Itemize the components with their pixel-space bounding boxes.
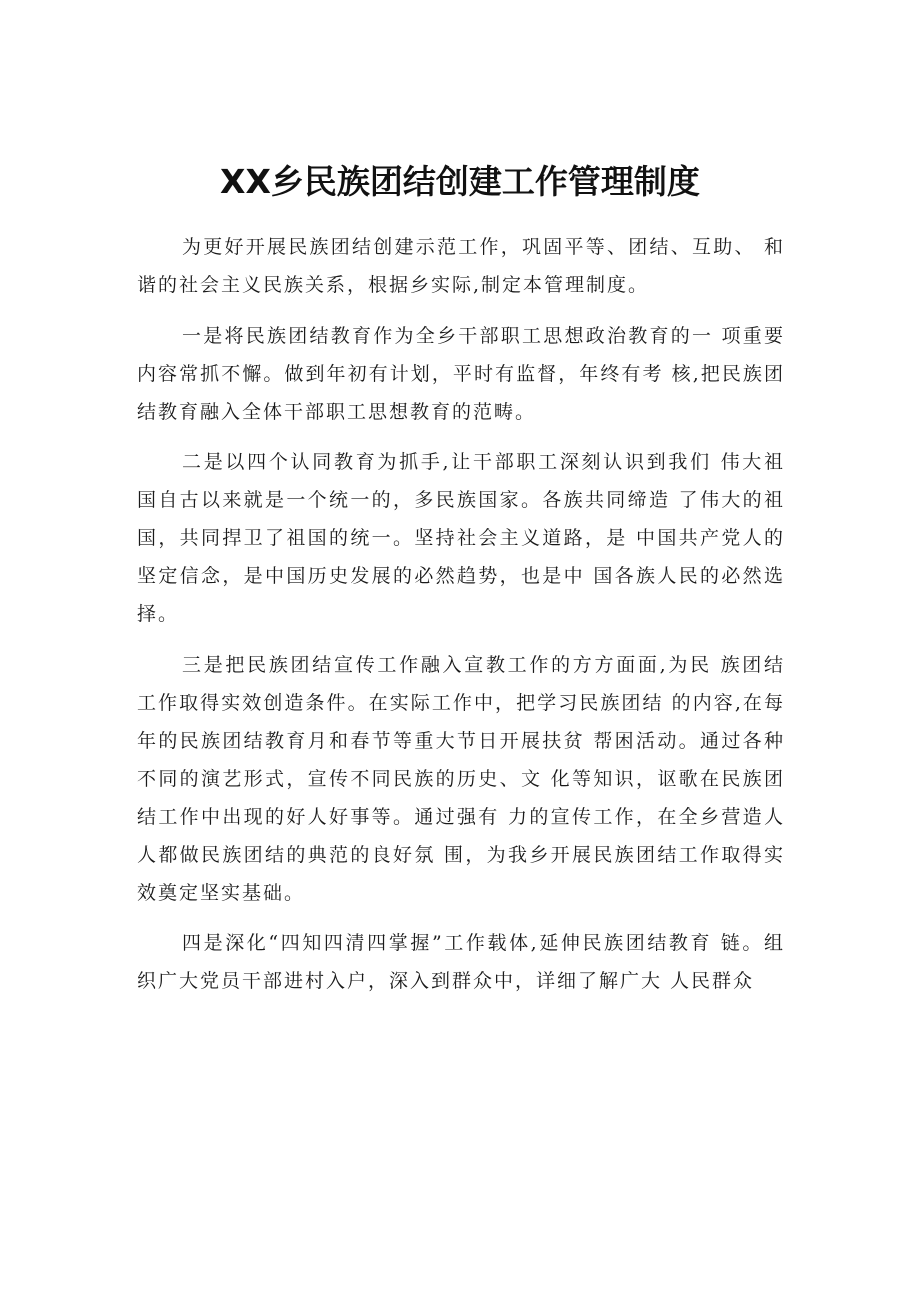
paragraph-item-2: 二是以四个认同教育为抓手,让干部职工深刻认识到我们 伟大祖国自古以来就是一个统一的，多民族国家。各族共同缔造 了伟大的祖国，共同捍卫了祖国的统一。坚持社会主义道路，是 中国共产党人的坚定信念，是中国历史发展的必然趋势，也是中 国各族人民的必然选择。 bbox=[137, 451, 785, 625]
document-title: XX乡民族团结创建工作管理制度 bbox=[220, 162, 700, 201]
paragraph-intro: 为更好开展民族团结创建示范工作，巩固平等、团结、互助、 和谐的社会主义民族关系，根据乡实际,制定本管理制度。 bbox=[137, 236, 785, 296]
paragraph-item-3: 三是把民族团结宣传工作融入宣教工作的方方面面,为民 族团结工作取得实效创造条件。在实际工作中，把学习民族团结 的内容,在每年的民族团结教育月和春节等重大节日开展扶贫 帮困活动。通过各种不同的演艺形式，宣传不同民族的历史、文 化等知识，讴歌在民族团结工作中出现的好人好事等。通过强有 力的宣传工作，在全乡营造人人都做民族团结的典范的良好氛 围，为我乡开展民族团结工作取得实效奠定坚实基础。 bbox=[137, 653, 785, 904]
paragraph-item-1: 一是将民族团结教育作为全乡干部职工思想政治教育的一 项重要内容常抓不懈。做到年初有计划，平时有监督，年终有考 核,把民族团结教育融入全体干部职工思想教育的范畴。 bbox=[137, 324, 785, 423]
paragraph-item-4: 四是深化“四知四清四掌握”工作载体,延伸民族团结教育 链。组织广大党员干部进村入户，深入到群众中，详细了解广大 人民群众 bbox=[137, 932, 785, 992]
document-body bbox=[137, 228, 785, 1000]
